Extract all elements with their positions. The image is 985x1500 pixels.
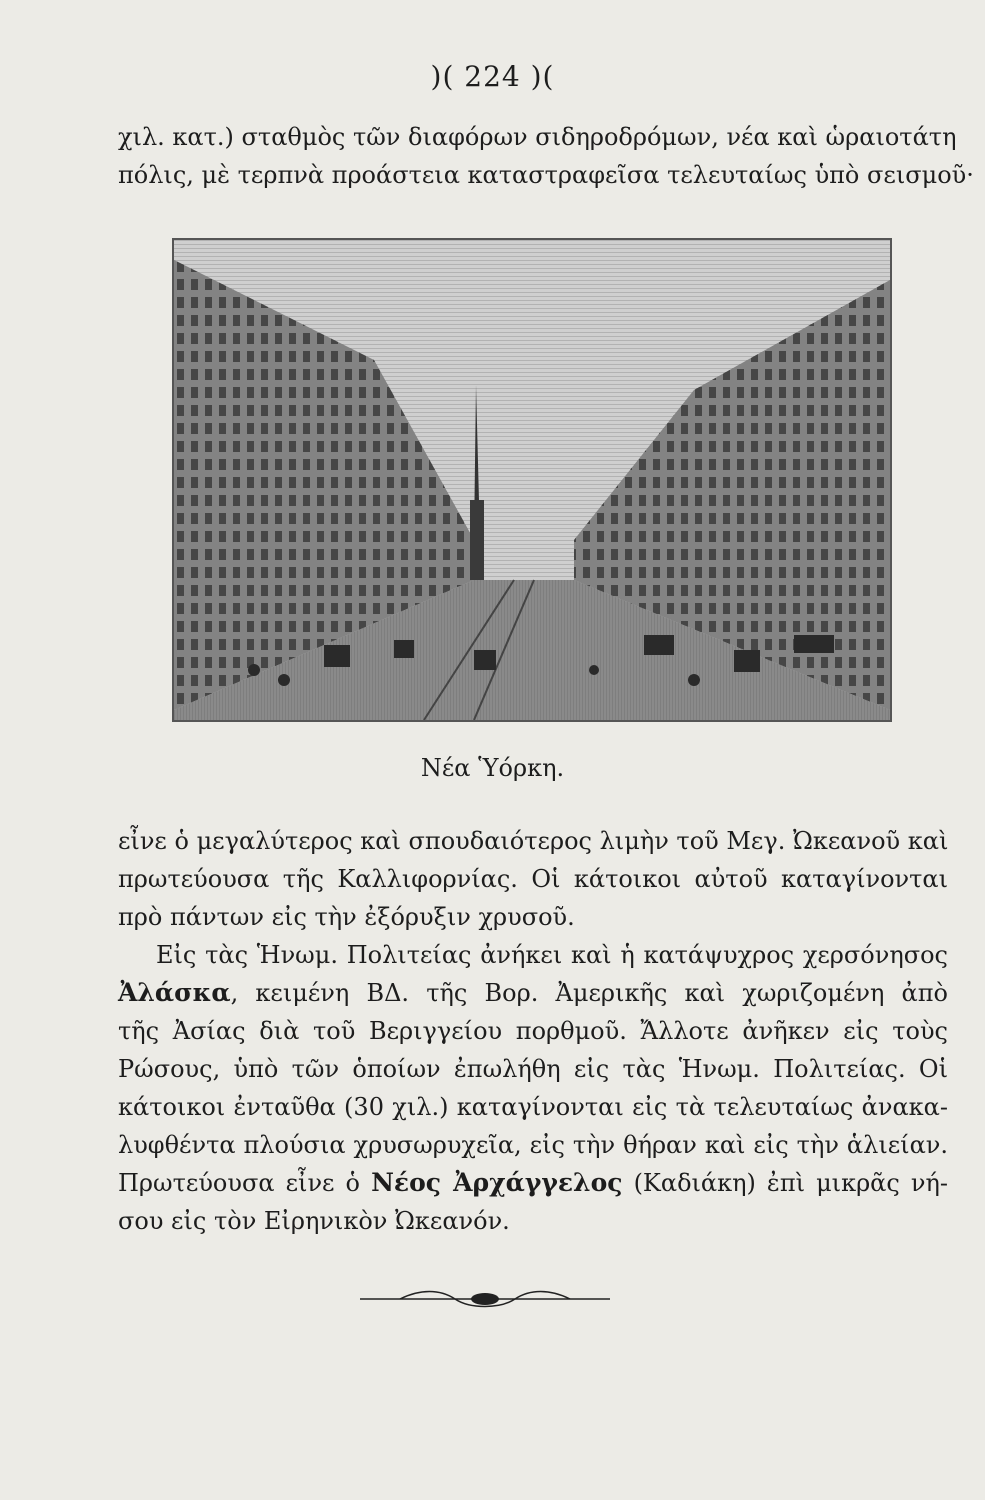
text-line: τῆς Ἀσίας διὰ τοῦ Βεριγγείου πορθμοῦ. Ἄλλοτε ἀνῆκεν εἰς τοὺς [118,1017,948,1045]
page-number: )( 224 )( [430,60,555,93]
ornamental-rule [360,1286,610,1312]
text-line: λυφθέντα πλούσια χρυσωρυχεῖα, εἰς τὴν θήραν καὶ εἰς τὴν ἁλιείαν. [118,1131,948,1159]
text-line: πόλις, μὲ τερπνὰ προάστεια καταστραφεῖσα τελευταίως ὑπὸ σεισμοῦ· [118,161,974,189]
text-line: πρωτεύουσα τῆς Καλλιφορνίας. Οἱ κάτοικοι αὐτοῦ καταγίνονται [118,865,948,893]
place-name-new-archangel: Νέος Ἀρχάγγελος [371,1168,623,1197]
text-line [118,1164,948,1202]
text-line: Ρώσους, ὑπὸ τῶν ὁποίων ἐπωλήθη εἰς τὰς Ἡνωμ. Πολιτείας. Οἱ [118,1055,948,1083]
text-line: Εἰς τὰς Ἡνωμ. Πολιτείας ἀνήκει καὶ ἡ κατάψυχρος χερσόνησος [156,941,948,969]
text-line: σου εἰς τὸν Εἰρηνικὸν Ὠκεανόν. [118,1207,510,1235]
paragraph-1 [118,822,948,936]
text-fragment: Πρωτεύουσα εἶνε ὁ [118,1169,360,1197]
figure-caption: Νέα Ὑόρκη. [420,754,565,782]
text-line: εἶνε ὁ μεγαλύτερος καὶ σπουδαιότερος λιμὴν τοῦ Μεγ. Ὠκεανοῦ καὶ [118,827,949,855]
paragraph-2 [118,936,948,1240]
top-paragraph [118,118,974,194]
text-line: κάτοικοι ἐνταῦθα (30 χιλ.) καταγίνονται εἰς τὰ τελευταίως ἀνακα- [118,1093,948,1121]
text-fragment: , κειμένη ΒΔ. τῆς Βορ. Ἀμερικῆς καὶ χωριζομένη ἀπὸ [230,979,948,1007]
text-line: χιλ. κατ.) σταθμὸς τῶν διαφόρων σιδηροδρόμων, νέα καὶ ὡραιοτάτη [118,123,957,151]
text-line [118,974,948,1012]
text-fragment: (Καδιάκη) ἐπὶ μικρᾶς νή- [633,1169,948,1197]
new-york-street-engraving [172,238,892,722]
text-line: πρὸ πάντων εἰς τὴν ἐξόρυξιν χρυσοῦ. [118,903,575,931]
place-name-alaska: Ἀλάσκα [118,978,231,1007]
